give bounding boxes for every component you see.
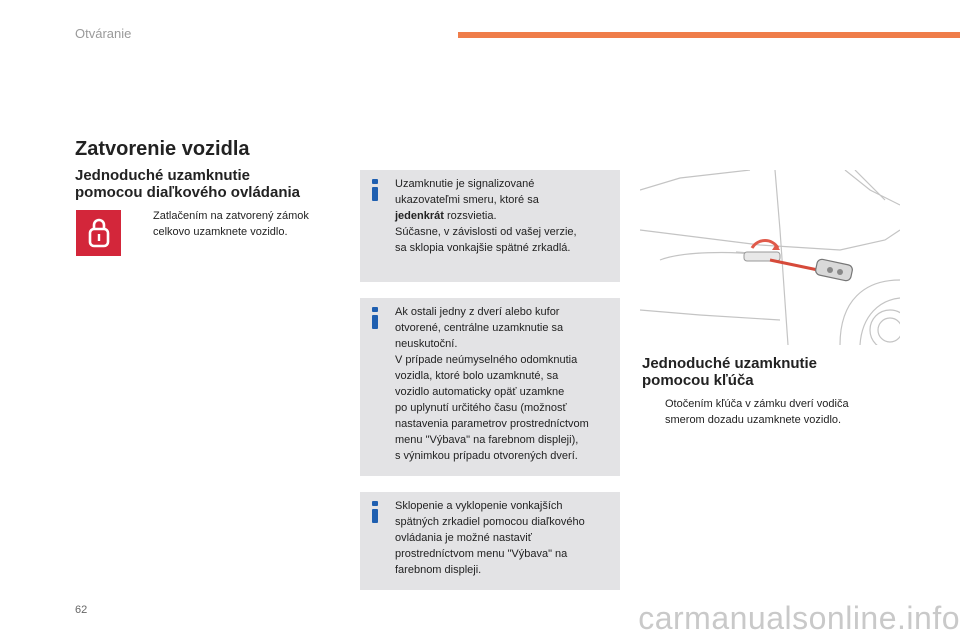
- info1-line: Súčasne, v závislosti od vašej verzie,: [395, 226, 577, 238]
- remote-bullet-line1: Zatlačením na zatvorený zámok: [153, 210, 309, 222]
- section-label: Otváranie: [75, 26, 132, 41]
- info1-line: sa sklopia vonkajšie spätné zrkadlá.: [395, 242, 571, 254]
- info3-line: Sklopenie a vyklopenie vonkajších: [395, 500, 563, 512]
- info-icon: [370, 501, 380, 523]
- info2-line: otvorené, centrálne uzamknutie sa: [395, 322, 564, 334]
- info-icon: [370, 307, 380, 329]
- lock-badge: [76, 210, 121, 256]
- info2-line: Ak ostali jedny z dverí alebo kufor: [395, 306, 560, 318]
- info3-line: farebnom displeji.: [395, 564, 482, 576]
- info-box-signalization: [360, 170, 620, 282]
- info2-line: menu "Výbava" na farebnom displeji),: [395, 434, 579, 446]
- info-icon: [370, 179, 380, 201]
- page-title: Zatvorenie vozidla: [75, 138, 250, 160]
- info1-after-bold: rozsvietia.: [443, 210, 497, 222]
- remote-lock-heading-line2: pomocou diaľkového ovládania: [75, 184, 300, 201]
- info2-line: s výnimkou prípadu otvorených dverí.: [395, 450, 578, 462]
- info2-line: po uplynutí určitého času (možnosť: [395, 402, 567, 414]
- lock-icon: [84, 216, 114, 250]
- info2-line: neuskutoční.: [395, 338, 458, 350]
- key-lock-heading-line2: pomocou kľúča: [642, 372, 754, 389]
- key-bullet-line1: Otočením kľúča v zámku dverí vodiča: [665, 398, 849, 410]
- info3-line: spätných zrkadiel pomocou diaľkového: [395, 516, 585, 528]
- page-number: 62: [75, 604, 88, 616]
- key-lock-heading-line1: Jednoduché uzamknutie: [642, 355, 818, 372]
- info1-line: ukazovateľmi smeru, ktoré sa: [395, 194, 539, 206]
- info2-line: V prípade neúmyselného odomknutia: [395, 354, 578, 366]
- car-door-key-illustration: [640, 170, 900, 345]
- info2-line: vozidlo automaticky opäť uzamkne: [395, 386, 565, 398]
- info3-line: prostredníctvom menu "Výbava" na: [395, 548, 568, 560]
- info-box-mirror-folding: [360, 492, 620, 590]
- remote-lock-heading: [75, 167, 345, 201]
- header-accent-bar: [458, 32, 960, 38]
- info2-line: nastavenia parametrov prostredníctvom: [395, 418, 589, 430]
- remote-lock-bullet: [133, 208, 343, 240]
- watermark: carmanualsonline.info: [638, 600, 960, 636]
- info3-line: ovládania je možné nastaviť: [395, 532, 532, 544]
- key-lock-heading: [642, 355, 882, 389]
- info1-line: Uzamknutie je signalizované: [395, 178, 535, 190]
- remote-bullet-line2: celkovo uzamknete vozidlo.: [153, 226, 288, 238]
- key-bullet-line2: smerom dozadu uzamknete vozidlo.: [665, 414, 842, 426]
- remote-lock-heading-line1: Jednoduché uzamknutie: [75, 167, 251, 184]
- key-lock-bullet: [645, 396, 885, 428]
- info-box-auto-relock: [360, 298, 620, 476]
- info1-bold: jedenkrát: [395, 210, 444, 222]
- info2-line: vozidla, ktoré bolo uzamknuté, sa: [395, 370, 559, 382]
